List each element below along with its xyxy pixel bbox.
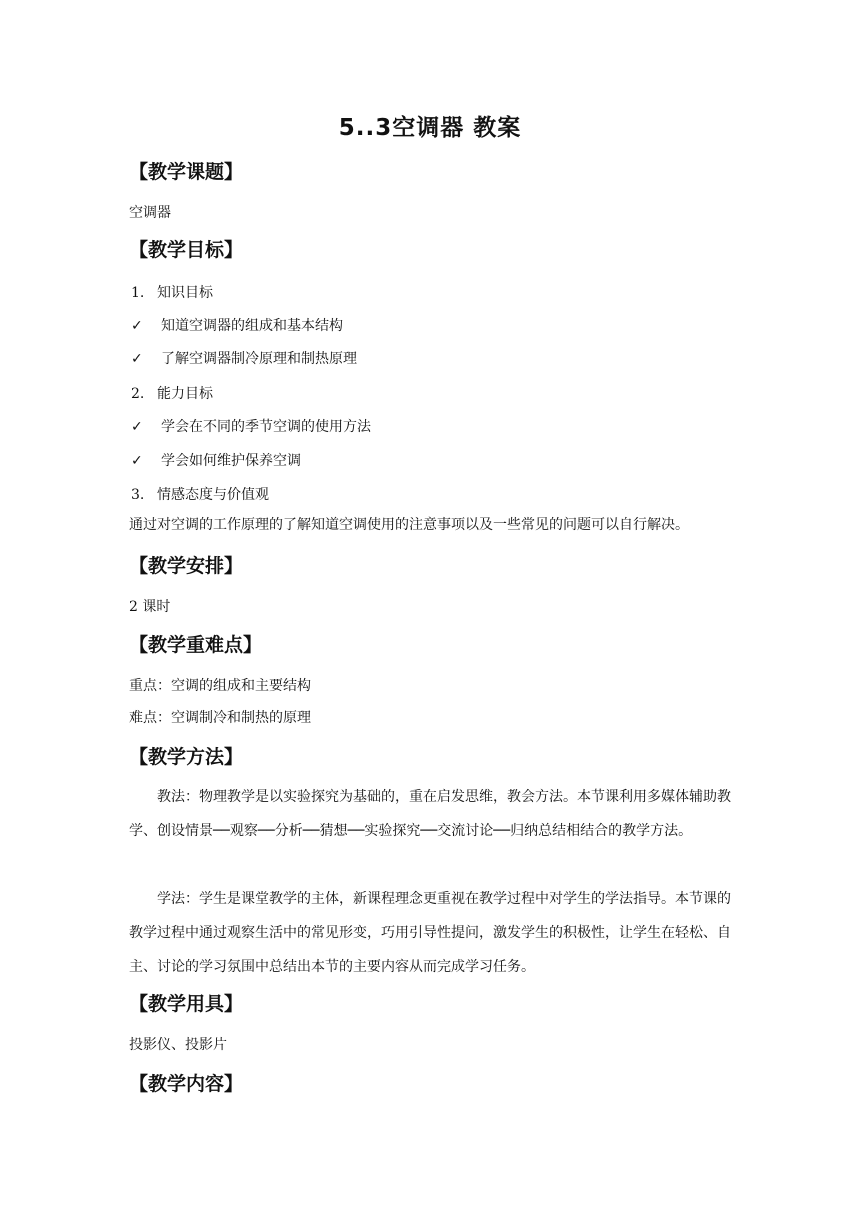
goal-2-number: 2. <box>131 386 145 402</box>
heading-methods: 【教学方法】 <box>129 746 244 768</box>
teaching-method-paragraph: 教法：物理教学是以实验探究为基础的，重在启发思维，教会方法。本节课利用多媒体辅助教学、创设情景──观察──分析──猜想──实验探究──交流讨论──归纳总结相结合的教学方法。 <box>129 789 731 839</box>
heading-topic: 【教学课题】 <box>129 161 244 183</box>
goal-1-item-text: 知道空调器的组成和基本结构 <box>161 318 343 334</box>
goal-2-item-text: 学会如何维护保养空调 <box>161 453 301 469</box>
goal-3-text: 通过对空调的工作原理的了解知道空调使用的注意事项以及一些常见的问题可以自行解决。 <box>129 517 689 533</box>
goal-1 <box>131 282 213 304</box>
goal-1-item <box>131 348 357 370</box>
difficult-point-text: 难点：空调制冷和制热的原理 <box>129 710 311 726</box>
heading-key-points: 【教学重难点】 <box>129 634 263 656</box>
goal-2-item <box>131 450 301 472</box>
check-icon: ✓ <box>131 453 143 469</box>
heading-tools: 【教学用具】 <box>129 993 244 1015</box>
goal-3 <box>131 484 269 506</box>
topic-text: 空调器 <box>129 205 171 221</box>
goal-2-label: 能力目标 <box>157 386 213 402</box>
goal-1-label: 知识目标 <box>157 285 213 301</box>
goal-1-number: 1. <box>131 285 145 301</box>
goal-2-item <box>131 416 371 438</box>
learning-method-paragraph: 学法：学生是课堂教学的主体，新课程理念更重视在教学过程中对学生的学法指导。本节课的教学过程中通过观察生活中的常见形变，巧用引导性提问，激发学生的积极性，让学生在轻松、自主、讨论的学习氛围中总结出本节的主要内容从而完成学习任务。 <box>129 891 731 975</box>
heading-schedule: 【教学安排】 <box>129 555 244 577</box>
check-icon: ✓ <box>131 351 143 367</box>
check-icon: ✓ <box>131 318 143 334</box>
document-title: 5..3空调器 教案 <box>338 115 522 141</box>
goal-2-item-text: 学会在不同的季节空调的使用方法 <box>161 419 371 435</box>
schedule-text: 2 课时 <box>129 599 171 615</box>
goal-1-item-text: 了解空调器制冷原理和制热原理 <box>161 351 357 367</box>
goal-1-item <box>131 315 343 337</box>
check-icon: ✓ <box>131 419 143 435</box>
heading-goals: 【教学目标】 <box>129 239 244 261</box>
key-point-text: 重点：空调的组成和主要结构 <box>129 678 311 694</box>
goal-3-label: 情感态度与价值观 <box>157 487 269 503</box>
heading-content: 【教学内容】 <box>129 1073 244 1095</box>
tools-text: 投影仪、投影片 <box>129 1037 227 1053</box>
goal-3-number: 3. <box>131 487 145 503</box>
goal-2 <box>131 383 213 405</box>
